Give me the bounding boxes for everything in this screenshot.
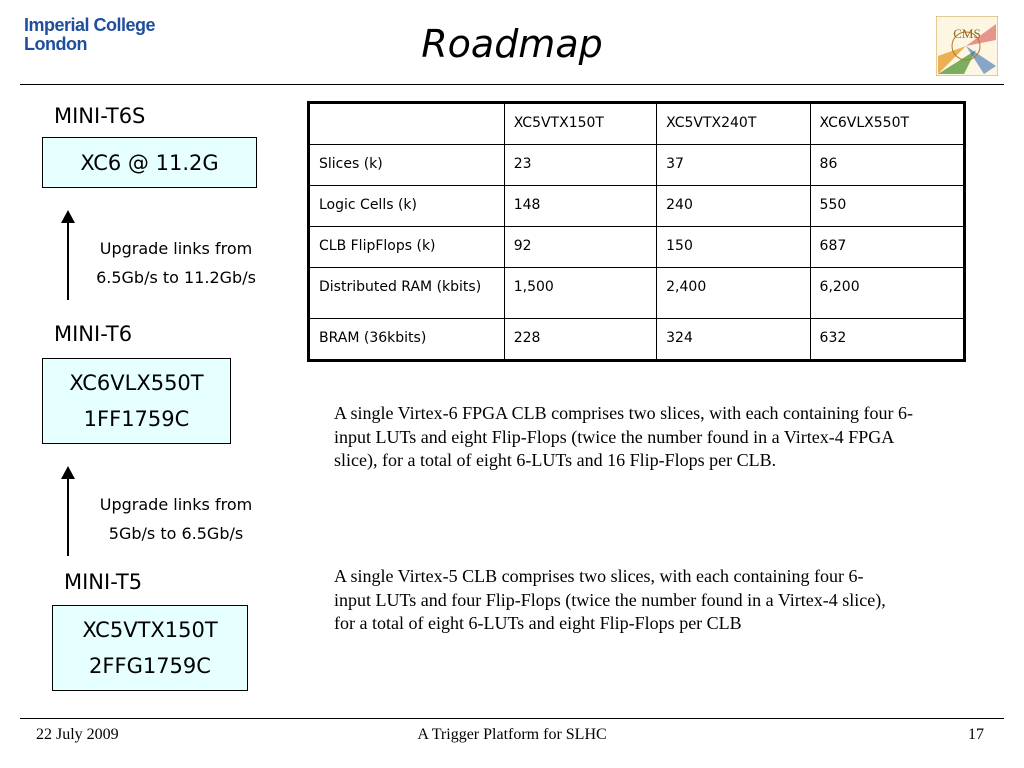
table-header-cell <box>309 103 505 145</box>
mini-t6s-label: MINI-T6S <box>54 104 146 128</box>
mini-t6-box <box>42 358 231 444</box>
table-cell: 150 <box>657 227 810 268</box>
upgrade-note-2-line1: Upgrade links from <box>99 495 253 514</box>
mini-t6-box-line1: XC6VLX550T <box>69 371 204 395</box>
upgrade-note-1-line2: 6.5Gb/s to 11.2Gb/s <box>96 268 256 287</box>
footer-date: 22 July 2009 <box>36 726 119 743</box>
up-arrow-icon <box>59 466 77 558</box>
table-cell: 6,200 <box>810 268 964 319</box>
mini-t6s-box <box>42 137 257 188</box>
virtex5-description: A single Virtex-5 CLB comprises two slices, with each containing four 6-input LUTs and four Flip-Flops (twice the number found in a Virtex-4 slice), for a total of eight 6-LUTs and eight Flip-Flops per CLB <box>334 566 886 633</box>
cms-logo-icon <box>936 16 998 76</box>
footer-title: A Trigger Platform for SLHC <box>417 726 607 743</box>
table-row <box>309 145 965 186</box>
table-row <box>309 227 965 268</box>
table-header-row <box>309 103 965 145</box>
logo-line-1: Imperial College <box>24 15 156 35</box>
upgrade-note-1-line1: Upgrade links from <box>99 239 253 258</box>
table-row <box>309 319 965 361</box>
upgrade-note-1 <box>76 234 276 292</box>
mini-t6-label: MINI-T6 <box>54 322 133 346</box>
table-cell: 324 <box>657 319 810 361</box>
table-cell: 92 <box>504 227 656 268</box>
svg-text:CMS: CMS <box>953 26 981 41</box>
table-cell: 240 <box>657 186 810 227</box>
mini-t5-box <box>52 605 248 691</box>
mini-t5-box-line1: XC5VTX150T <box>82 618 218 642</box>
mini-t5-box-line2: 2FFG1759C <box>89 654 211 678</box>
table-row <box>309 186 965 227</box>
table-cell: 23 <box>504 145 656 186</box>
table-cell: 228 <box>504 319 656 361</box>
mini-t6s-box-text: XC6 @ 11.2G <box>80 150 219 175</box>
table-cell: 550 <box>810 186 964 227</box>
fpga-spec-table <box>307 101 966 362</box>
table-header-cell: XC5VTX240T <box>657 103 810 145</box>
table-cell: CLB FlipFlops (k) <box>309 227 505 268</box>
table-cell: Logic Cells (k) <box>309 186 505 227</box>
table-cell: 148 <box>504 186 656 227</box>
mini-t5-label: MINI-T5 <box>64 570 143 594</box>
page-number: 17 <box>968 726 984 743</box>
slide-title: Roadmap <box>421 22 603 66</box>
table-cell: Slices (k) <box>309 145 505 186</box>
table-cell: 2,400 <box>657 268 810 319</box>
table-cell: 37 <box>657 145 810 186</box>
table-row <box>309 268 965 319</box>
table-header-cell: XC5VTX150T <box>504 103 656 145</box>
mini-t6-box-line2: 1FF1759C <box>83 407 190 431</box>
upgrade-note-2-line2: 5Gb/s to 6.5Gb/s <box>108 524 244 543</box>
table-cell: BRAM (36kbits) <box>309 319 505 361</box>
up-arrow-icon <box>59 210 77 302</box>
logo-line-2: London <box>24 34 87 54</box>
upgrade-note-2 <box>76 490 276 548</box>
virtex6-description: A single Virtex-6 FPGA CLB comprises two slices, with each containing four 6-input LUTs and eight Flip-Flops (twice the number found in a Virtex-4 FPGA slice), for a total of eight 6-LUTs and 16 Flip-Flops per CLB. <box>334 403 914 470</box>
table-cell: Distributed RAM (kbits) <box>309 268 505 319</box>
footer-divider <box>20 718 1004 719</box>
header-divider <box>20 84 1004 85</box>
table-cell: 687 <box>810 227 964 268</box>
table-header-cell: XC6VLX550T <box>810 103 964 145</box>
table-cell: 1,500 <box>504 268 656 319</box>
table-cell: 632 <box>810 319 964 361</box>
table-cell: 86 <box>810 145 964 186</box>
